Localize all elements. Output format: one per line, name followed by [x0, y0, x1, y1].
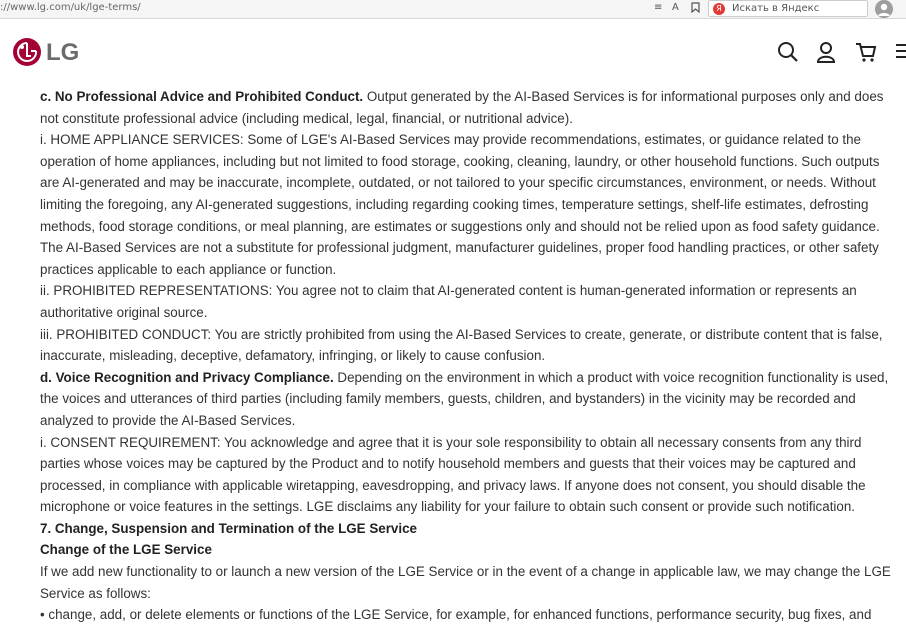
- bookmark-icon[interactable]: [691, 2, 700, 16]
- section-c-i: i. HOME APPLIANCE SERVICES: Some of LGE's AI-Based Services may provide recommendations, estimates, or guidance related to the operation of home appliances, including but not limited to food storage, cooking, cleaning, laundry, or other household functions. Such outputs are AI-generated and may be inaccurate, incomplete, outdated, or not tailored to your specific circumstances, environment, or needs. Without limiting the foregoing, any AI-generated suggestions, including regarding cooking times, temperature settings, shelf-life estimates, defrosting methods, food storage conditions, or meal planning, are estimates or suggestions only and should not be relied upon as food safety guidance. The AI-Based Services are not a substitute for professional judgment, manufacturer guidelines, proper food handling practices, or other safety practices applicable to each appliance or function.: [40, 132, 880, 277]
- change-service-heading: Change of the LGE Service: [40, 542, 212, 558]
- yandex-search-placeholder: Искать в Яндекс: [732, 3, 820, 14]
- profile-avatar-icon[interactable]: [874, 0, 894, 18]
- yandex-logo-icon: Я: [713, 3, 725, 15]
- section-c-text: Output generated by the AI-Based Services is for informational purposes only and does not constitute professional advice (including medical, legal, financial, or nutritional advice).: [40, 89, 884, 126]
- section-d-text: Depending on the environment in which a product with voice recognition functionality is used, the voices and utterances of third parties (including family members, guests, children, and bystanders) in the vicinity may be recorded and analyzed to provide the AI-Based Services.: [40, 369, 889, 428]
- section-c-paragraph: [40, 86, 898, 129]
- user-icon[interactable]: [816, 41, 836, 68]
- lg-face-icon: [12, 37, 42, 67]
- address-bar-url[interactable]: ://www.lg.com/uk/lge-terms/: [0, 2, 141, 13]
- lg-logo-text: LG: [46, 39, 80, 66]
- change-bullet-item: • change, add, or delete elements or functions of the LGE Service, for example, for enhanced functions, performance security, bug fixes, and: [40, 607, 872, 623]
- section-d-title: d. Voice Recognition and Privacy Compliance.: [40, 369, 334, 385]
- reader-mode-icon[interactable]: ≡: [654, 2, 663, 13]
- site-header: [0, 19, 906, 85]
- yandex-search-box[interactable]: [708, 0, 868, 17]
- search-icon[interactable]: [777, 41, 799, 68]
- change-service-text: If we add new functionality to or launch a new version of the LGE Service or in the event of a change in applicable law, we may change the LGE Service as follows:: [40, 564, 891, 601]
- section-d-i: i. CONSENT REQUIREMENT: You acknowledge and agree that it is your sole responsibility to obtain all necessary consents from any third parties whose voices may be captured by the Product and to notify household members and guests that their voices may be captured and processed, in compliance with applicable wiretapping, eavesdropping, and privacy laws. If anyone does not consent, you should disable the microphone or voice features in the settings. LGE disclaims any liability for your failure to obtain such consent or provide such notification.: [40, 434, 866, 515]
- section-c-iii: iii. PROHIBITED CONDUCT: You are strictly prohibited from using the AI-Based Services to create, generate, or distribute content that is false, inaccurate, misleading, deceptive, defamatory, infringing, or likely to cause confusion.: [40, 326, 883, 364]
- browser-toolbar: [0, 0, 906, 19]
- terms-content: [40, 86, 898, 626]
- section-7-heading: 7. Change, Suspension and Termination of the LGE Service: [40, 520, 417, 536]
- menu-icon[interactable]: [896, 43, 906, 64]
- section-d-paragraph: [40, 367, 898, 432]
- cart-icon[interactable]: [855, 41, 877, 68]
- section-c-title: c. No Professional Advice and Prohibited Conduct.: [40, 89, 364, 104]
- section-c-ii: ii. PROHIBITED REPRESENTATIONS: You agree not to claim that AI-generated content is human-generated information or represents an authoritative original source.: [40, 283, 857, 320]
- translate-icon[interactable]: A: [672, 2, 679, 13]
